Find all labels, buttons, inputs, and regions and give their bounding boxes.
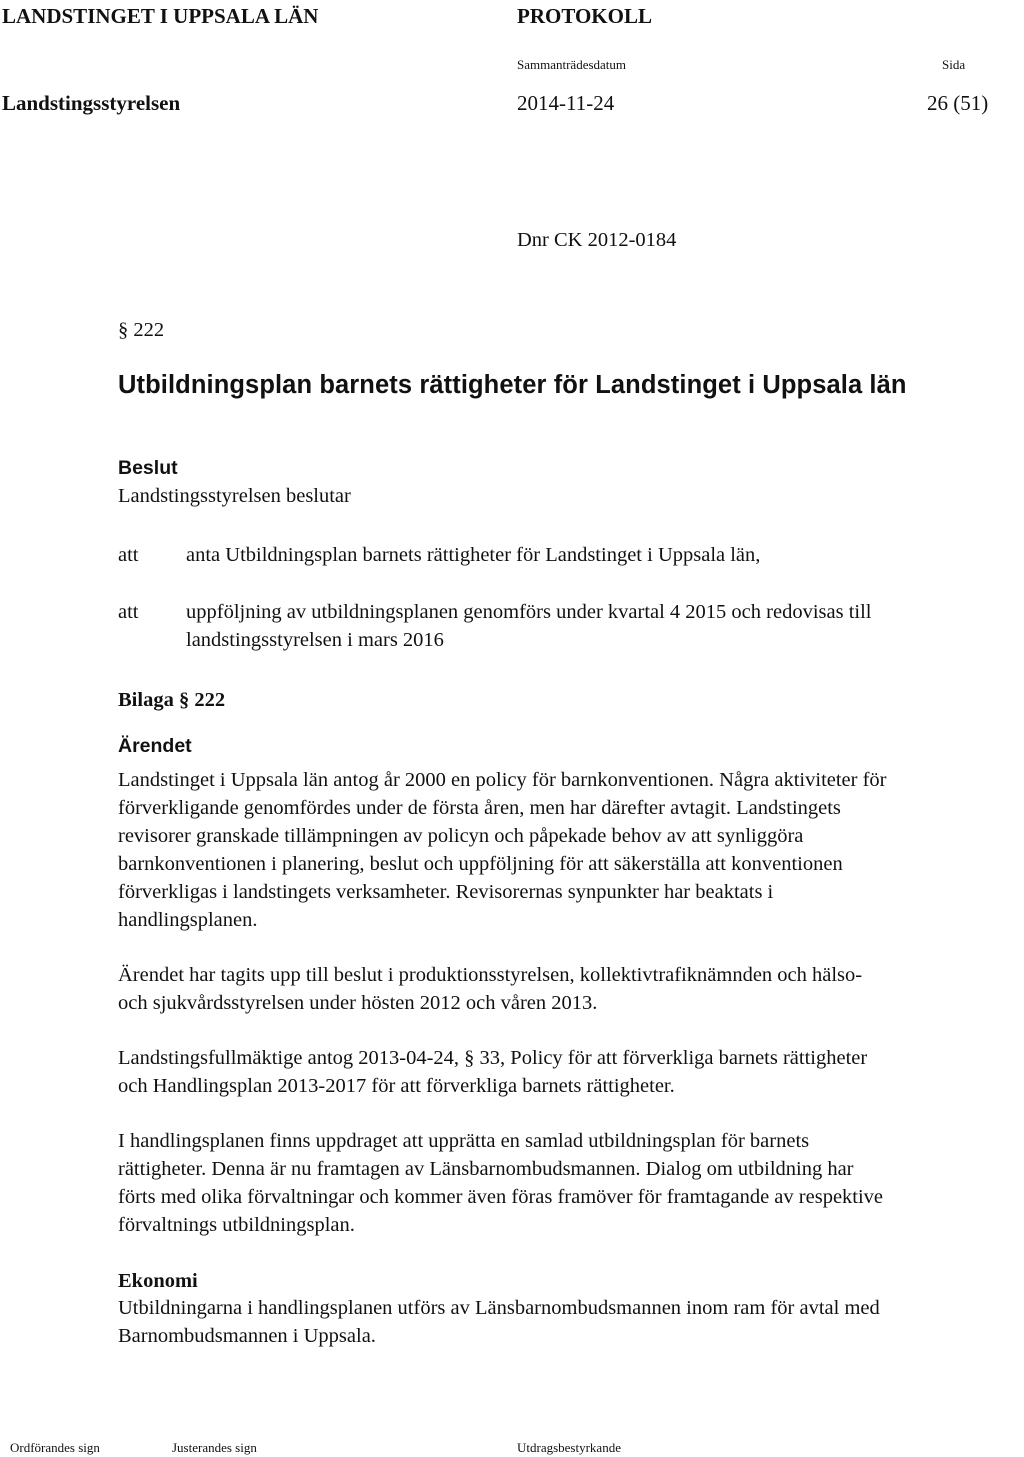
attachment-reference: Bilaga § 222 [118, 689, 226, 711]
board-name: Landstingsstyrelsen [2, 91, 181, 115]
text-line: förverkligande genomfördes under de första åren, men har därefter avtagit. Landstingets [118, 797, 841, 819]
section-number: § 222 [118, 319, 165, 341]
decision-item: uppföljning av utbildningsplanen genomförs under kvartal 4 2015 och redovisas till [186, 601, 872, 623]
text-line: handlingsplanen. [118, 909, 258, 931]
decision-item-continuation: landstingsstyrelsen i mars 2016 [186, 629, 444, 651]
arendet-heading: Ärendet [118, 735, 192, 757]
ekonomi-heading: Ekonomi [118, 1270, 198, 1292]
page-title: Utbildningsplan barnets rättigheter för Landstinget i Uppsala län [118, 371, 907, 399]
organization-name: LANDSTINGET I UPPSALA LÄN [2, 4, 319, 28]
document-type: PROTOKOLL [517, 4, 652, 28]
text-line: Landstinget i Uppsala län antog år 2000 en policy för barnkonventionen. Några aktiviteter för [118, 769, 887, 791]
arendet-paragraph [118, 961, 1018, 1017]
diary-number: Dnr CK 2012-0184 [517, 229, 677, 251]
att-label: att [118, 544, 139, 566]
text-line: förts med olika förvaltningar och kommer även föras framöver för framtagande av respektive [118, 1186, 884, 1208]
text-line: förverkligas i landstingets verksamheter. Revisorernas synpunkter har beaktats i [118, 881, 774, 903]
meeting-date: 2014-11-24 [517, 91, 615, 115]
att-label: att [118, 601, 139, 623]
beslut-intro: Landstingsstyrelsen beslutar [118, 485, 351, 507]
date-label: Sammanträdesdatum [517, 57, 627, 72]
text-line: revisorer granskade tillämpningen av policyn och påpekade behov av att synliggöra [118, 825, 804, 847]
decision-item: anta Utbildningsplan barnets rättigheter för Landstinget i Uppsala län, [186, 544, 761, 566]
chair-signature-label: Ordförandes sign [10, 1440, 100, 1455]
text-line: och Handlingsplan 2013-2017 för att förverkliga barnets rättigheter. [118, 1075, 675, 1097]
arendet-paragraph [118, 1127, 1018, 1239]
text-line: Barnombudsmannen i Uppsala. [118, 1325, 376, 1347]
page-label: Sida [942, 57, 966, 72]
text-line: Utbildningarna i handlingsplanen utförs av Länsbarnombudsmannen inom ram för avtal med [118, 1297, 880, 1319]
text-line: Landstingsfullmäktige antog 2013-04-24, § 33, Policy för att förverkliga barnets rättigheter [118, 1047, 868, 1069]
extract-certification-label: Utdragsbestyrkande [517, 1440, 621, 1455]
text-line: förvaltnings utbildningsplan. [118, 1214, 355, 1236]
text-line: barnkonventionen i planering, beslut och uppföljning för att säkerställa att konventionen [118, 853, 843, 875]
page-number: 26 (51) [927, 91, 989, 115]
ekonomi-paragraph [118, 1294, 1018, 1350]
text-line: rättigheter. Denna är nu framtagen av Länsbarnombudsmannen. Dialog om utbildning har [118, 1158, 854, 1180]
beslut-heading: Beslut [118, 457, 178, 479]
text-line: Ärendet har tagits upp till beslut i produktionsstyrelsen, kollektivtrafiknämnden och hälso- [118, 964, 863, 986]
adjuster-signature-label: Justerandes sign [172, 1440, 257, 1455]
text-line: I handlingsplanen finns uppdraget att upprätta en samlad utbildningsplan för barnets [118, 1130, 810, 1152]
arendet-paragraph [118, 766, 1018, 934]
arendet-paragraph [118, 1044, 1018, 1100]
text-line: och sjukvårdsstyrelsen under hösten 2012 och våren 2013. [118, 992, 598, 1014]
